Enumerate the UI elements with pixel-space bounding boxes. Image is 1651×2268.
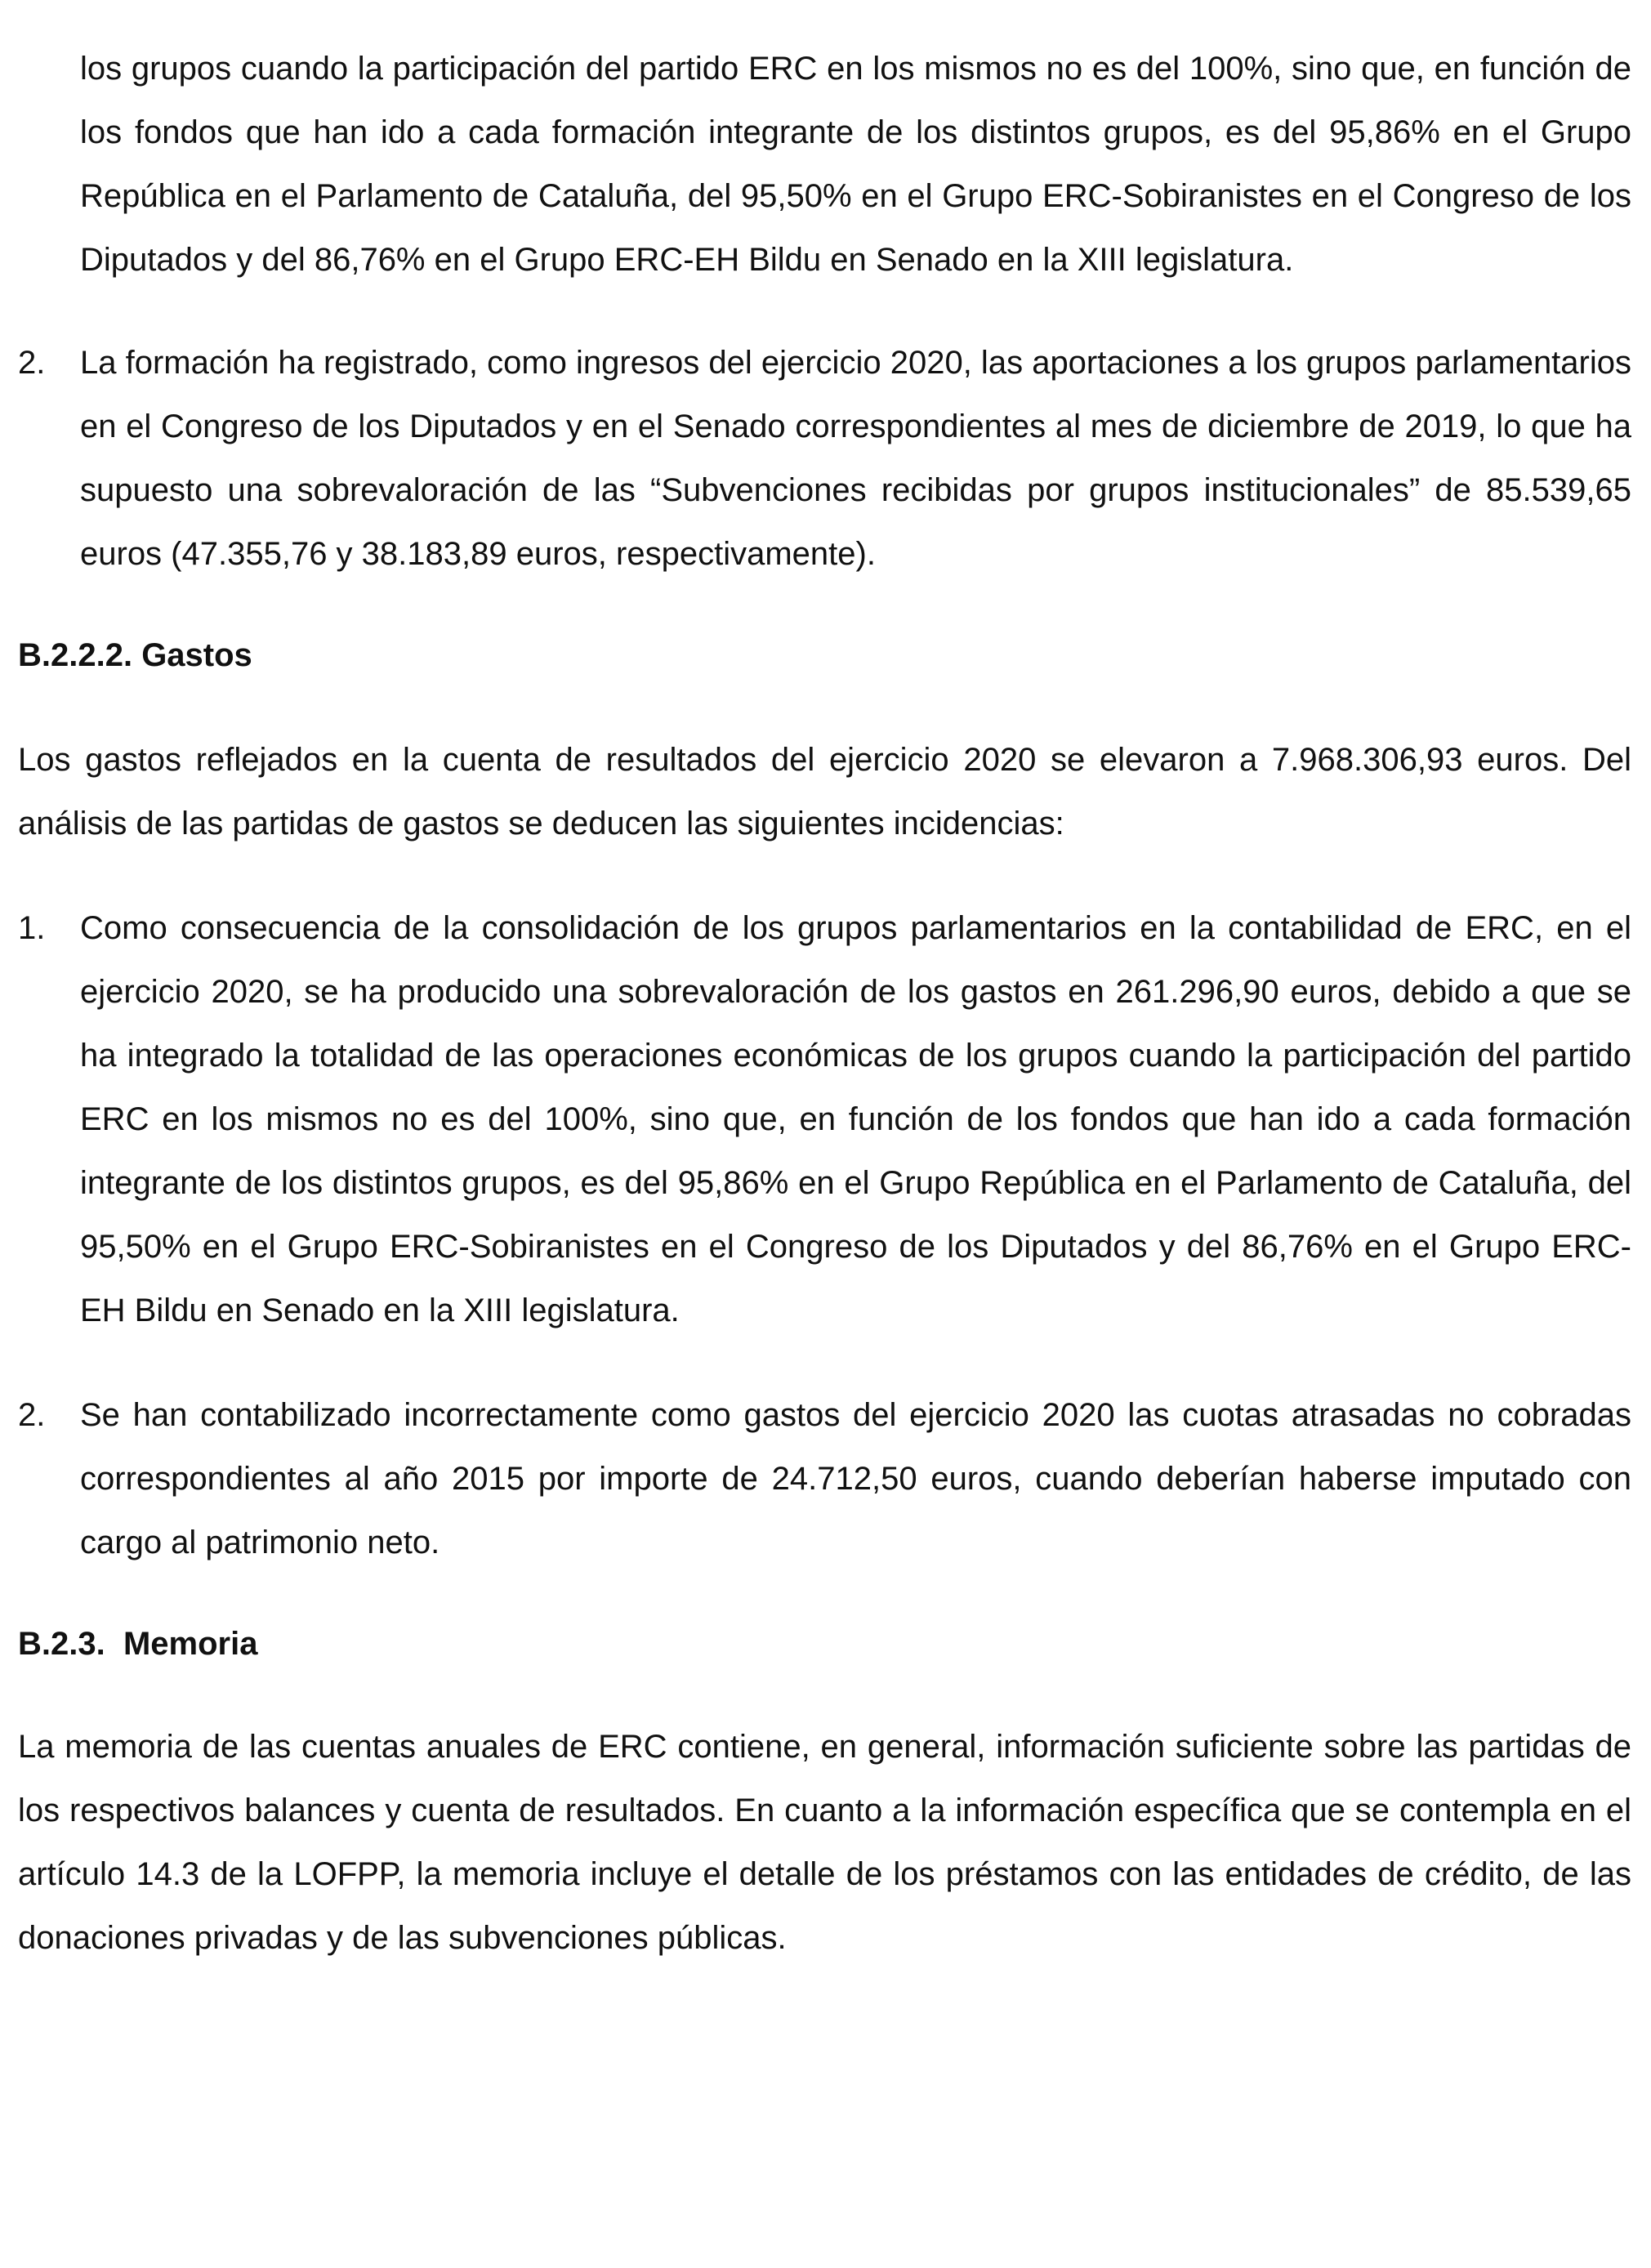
list-item bbox=[18, 896, 1631, 1342]
list-item-text: Se han contabilizado incorrectamente como gastos del ejercicio 2020 las cuotas atrasadas no cobradas correspondientes al año 2015 por importe de 24.712,50 euros, cuando deberían haberse imputado con cargo al patrimonio neto. bbox=[80, 1397, 1631, 1560]
spacer bbox=[18, 586, 1631, 623]
income-list bbox=[18, 331, 1631, 586]
list-item-number: 2. bbox=[18, 1397, 46, 1433]
spacer bbox=[18, 1342, 1631, 1383]
gastos-intro-paragraph: Los gastos reflejados en la cuenta de resultados del ejercicio 2020 se elevaron a 7.968.306,93 euros. Del análisis de las partidas de gastos se deducen las siguientes incidencias: bbox=[18, 742, 1631, 842]
gastos-list bbox=[18, 896, 1631, 1574]
spacer bbox=[18, 1574, 1631, 1612]
list-item-text: La formación ha registrado, como ingresos del ejercicio 2020, las aportaciones a los grupos parlamentarios en el Congreso de los Diputados y en el Senado correspondientes al mes de diciembre de 2019, lo que ha supuesto una sobrevaloración de las “Subvenciones recibidas por grupos institucionales” de 85.539,65 euros (47.355,76 y 38.183,89 euros, respectivamente). bbox=[80, 345, 1631, 572]
spacer bbox=[18, 292, 1631, 331]
continuation-paragraph: los grupos cuando la participación del partido ERC en los mismos no es del 100%, sino que, en función de los fondos que han ido a cada formación integrante de los distintos grupos, es del 95,86% en el Grupo República en el Parlamento de Cataluña, del 95,50% en el Grupo ERC-Sobiranistes en el Congreso de los Diputados y del 86,76% en el Grupo ERC-EH Bildu en Senado en la XIII legislatura. bbox=[80, 51, 1631, 278]
list-item-text: Como consecuencia de la consolidación de los grupos parlamentarios en la contabilidad de ERC, en el ejercicio 2020, se ha producido una sobrevaloración de los gastos en 261.296,90 euros, debido a que se ha integrado la totalidad de las operaciones económicas de los grupos cuando la participación del partido ERC en los mismos no es del 100%, sino que, en función de los fondos que han ido a cada formación integrante de los distintos grupos, es del 95,86% en el Grupo República en el Parlamento de Cataluña, del 95,50% en el Grupo ERC-Sobiranistes en el Congreso de los Diputados y del 86,76% en el Grupo ERC-EH Bildu en Senado en la XIII legislatura. bbox=[80, 910, 1631, 1328]
list-item-number: 2. bbox=[18, 345, 46, 381]
list-item-number: 1. bbox=[18, 910, 46, 946]
section-heading-memoria: B.2.3. Memoria bbox=[18, 1626, 258, 1662]
list-item bbox=[18, 331, 1631, 586]
spacer bbox=[18, 687, 1631, 728]
memoria-paragraph: La memoria de las cuentas anuales de ERC contiene, en general, información suficiente sobre las partidas de los respectivos balances y cuenta de resultados. En cuanto a la información específica que se contempla en el artículo 14.3 de la LOFPP, la memoria incluye el detalle de los préstamos con las entidades de crédito, de las donaciones privadas y de las subvenciones públicas. bbox=[18, 1729, 1631, 1956]
section-heading-gastos: B.2.2.2. Gastos bbox=[18, 637, 252, 673]
spacer bbox=[18, 855, 1631, 896]
continuation-block bbox=[18, 37, 1631, 292]
list-item bbox=[18, 1383, 1631, 1574]
document-page bbox=[18, 37, 1631, 1970]
spacer bbox=[18, 1676, 1631, 1715]
